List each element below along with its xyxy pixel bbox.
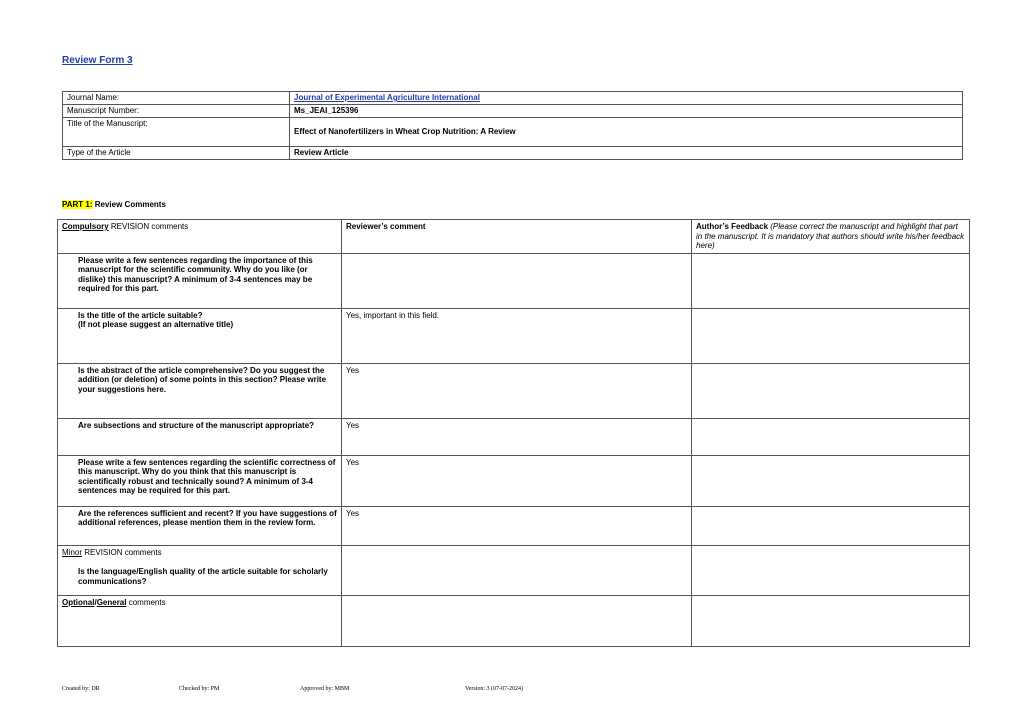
footer-checked-by: Checked by: PM [179, 686, 220, 692]
question-structure: Are subsections and structure of the manuscript appropriate? [58, 418, 342, 455]
minor-revision-cell: Minor REVISION comments Is the language/English quality of the article suitable for scholarly communications? [58, 545, 342, 595]
article-type-label: Type of the Article [63, 147, 290, 160]
part1-highlight: PART 1: [62, 200, 93, 209]
question-abstract: Is the abstract of the article comprehensive? Do you suggest the addition (or deletion) of some points in this section? Please write your suggestions here. [58, 363, 342, 418]
journal-row [63, 92, 963, 105]
form-title: Review Form 3 [62, 55, 133, 66]
table-row [58, 253, 970, 308]
reviewer-comment-cell[interactable]: Yes, important in this field. [342, 308, 692, 363]
author-feedback-cell[interactable] [692, 595, 970, 646]
reviewer-comment-cell[interactable] [342, 595, 692, 646]
manuscript-title-label: Title of the Manuscript: [63, 118, 290, 147]
journal-label: Journal Name: [63, 92, 290, 105]
reviewer-comment-cell[interactable] [342, 253, 692, 308]
reviewer-comment-cell[interactable] [342, 545, 692, 595]
footer-created-by: Created by: DR [62, 686, 100, 692]
reviewer-comment-cell[interactable]: Yes [342, 363, 692, 418]
table-row [58, 308, 970, 363]
header-compulsory: Compulsory REVISION comments [58, 220, 342, 254]
question-references: Are the references sufficient and recent? If you have suggestions of additional references, please mention them in the review form. [58, 506, 342, 545]
manuscript-title-value: Effect of Nanofertilizers in Wheat Crop Nutrition: A Review [290, 118, 963, 147]
table-row [58, 418, 970, 455]
reviewer-comment-cell[interactable]: Yes [342, 418, 692, 455]
footer-version: Version: 3 (07-07-2024) [465, 686, 523, 692]
footer-approved-by: Approved by: MBM [300, 686, 350, 692]
author-feedback-cell[interactable] [692, 363, 970, 418]
review-comments-table [57, 219, 970, 647]
manuscript-number-label: Manuscript Number: [63, 105, 290, 118]
header-author-feedback: Author’s Feedback (Please correct the manuscript and highlight that part in the manuscript. It is mandatory that authors should write his/her feedback here) [692, 220, 970, 254]
part1-rest: Review Comments [92, 200, 166, 209]
author-feedback-cell[interactable] [692, 308, 970, 363]
question-importance: Please write a few sentences regarding the importance of this manuscript for the scientific community. Why do you like (or dislike) this manuscript? A minimum of 3-4 sentences may be required for this part. [58, 253, 342, 308]
reviewer-comment-cell[interactable]: Yes [342, 455, 692, 506]
manuscript-title-row [63, 118, 963, 147]
optional-general-cell: Optional/General comments [58, 595, 342, 646]
optional-comments-row [58, 595, 970, 646]
manuscript-info-table [62, 91, 963, 160]
header-reviewer-comment: Reviewer’s comment [342, 220, 692, 254]
manuscript-number-row [63, 105, 963, 118]
question-title: Is the title of the article suitable? (If not please suggest an alternative title) [58, 308, 342, 363]
part1-heading [62, 200, 166, 209]
table-row [58, 455, 970, 506]
question-language: Is the language/English quality of the article suitable for scholarly communications? [78, 567, 328, 586]
manuscript-number-value: Ms_JEAI_125396 [290, 105, 963, 118]
author-feedback-cell[interactable] [692, 253, 970, 308]
article-type-value: Review Article [290, 147, 963, 160]
table-header-row [58, 220, 970, 254]
table-row [58, 506, 970, 545]
article-type-row [63, 147, 963, 160]
page-footer [0, 686, 1024, 696]
author-feedback-cell[interactable] [692, 418, 970, 455]
author-feedback-cell[interactable] [692, 506, 970, 545]
journal-name-link[interactable]: Journal of Experimental Agriculture International [294, 93, 480, 102]
question-correctness: Please write a few sentences regarding the scientific correctness of this manuscript. Why do you think that this manuscript is scientifically robust and technically sound? A minimum of 3-4 sentences may be required for this part. [58, 455, 342, 506]
author-feedback-cell[interactable] [692, 545, 970, 595]
reviewer-comment-cell[interactable]: Yes [342, 506, 692, 545]
author-feedback-cell[interactable] [692, 455, 970, 506]
minor-revision-row [58, 545, 970, 595]
table-row [58, 363, 970, 418]
